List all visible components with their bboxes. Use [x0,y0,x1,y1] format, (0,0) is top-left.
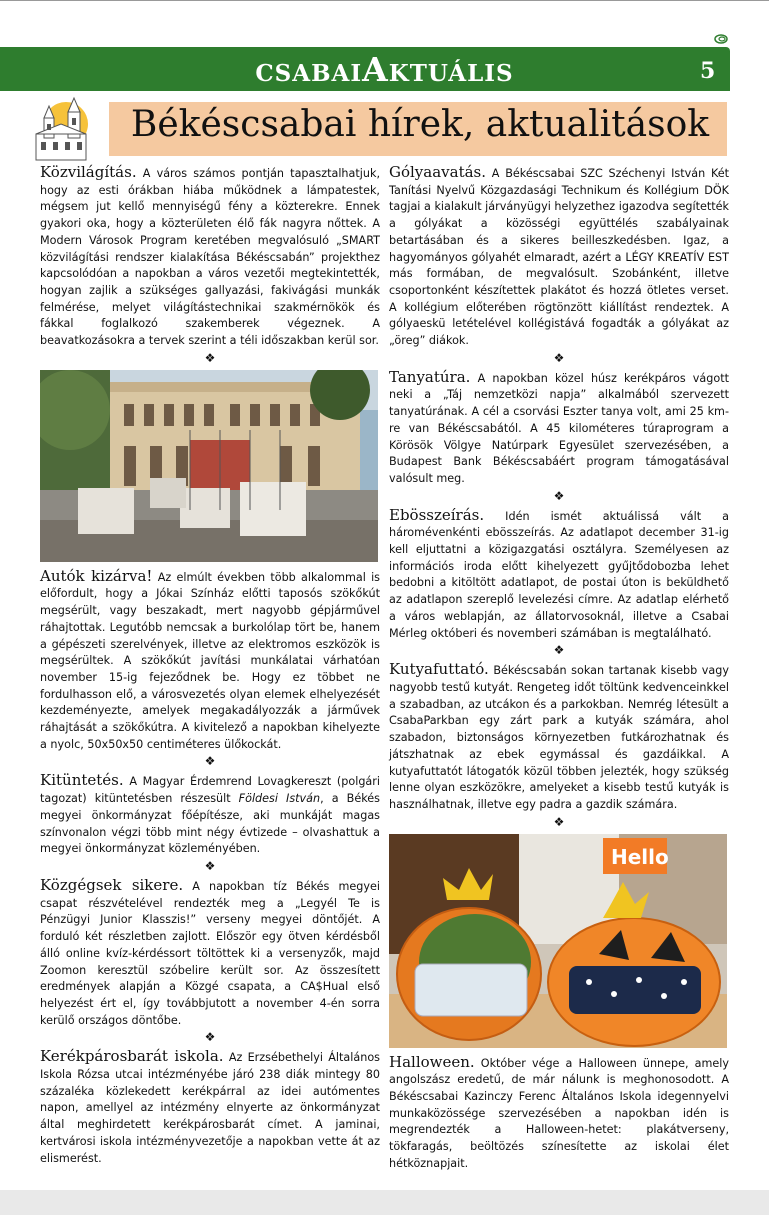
article-heading: Tanyatúra. [389,367,471,386]
page-number: 5 [700,58,716,84]
ornament-divider: ❖ [553,488,565,503]
article-body: A város számos pontján tapasztalhatjuk, hogy az esti órákban hiába működnek a lámpatestek, mégsem jut kellő mennyiségű fény a közterekre. Ennek gyakori oka, hogy a közterületen élő fák nagyra nőttek. A Modern Városok Program keretében megvalósuló „SMART közvilágítási rendszer kialakítása Békéscsabán” projekthez kapcsolódóan a napokban a város vezetői megtekintették, hogyan zajlik a szükséges gallyazási, fakivágási munkák felmérése, melyet világítástechnikai szakmérnökök és fákkal foglalkozó szakemberek végeznek. A beavatkozásokra a tervek szerint a téli időszakban kerül sor. [40,167,380,348]
article-autok-kizarva [40,568,380,754]
ornament-divider: ❖ [204,350,216,365]
article-heading: Kitüntetés. [40,771,124,790]
ornament-divider: ❖ [204,754,216,769]
article-heading: Kerékpárosbarát iskola. [40,1047,224,1066]
halloween-pumpkins-photo [389,834,727,1048]
article-body: Az Erzsébethelyi Általános Iskola Rózsa utcai intézményébe járó 238 diák mintegy 80 százaléka közlekedett kerékpárral az idei autómentes napon, amellyel az intézmény elnyerte az önkormányzat által meghirdetett kerékpárosbarát címet. A jaminai, kertvárosi iskola intézményvezetője a napokban vette át az elismerést. [40,1051,381,1165]
article-body: Az elmúlt években több alkalommal is előfordult, hogy a Jókai Színház előtti taposós szökőkút megsérült, vagy beszakadt, mert nagyobb gépjárművel ráhajtottak. Legutóbb nemcsak a burkolólap tört be, hanem a gépészeti szerelvények, illetve az elektromos eszközök is megsérültek. A szökőkút javítási munkálatai várhatóan november 15-ig fejeződnek be. Hogy ez többet ne fordulhasson elő, a városvezetés olyan elemek elhelyezését kezdeményezte, amelyek megakadályozzák a járművek ráhajtását a szökőkútra. A kivitelező a napokban kihelyezte a nyolc, 50x50x50 centiméteres ülőkockát. [40,570,381,751]
left-column [40,164,380,1167]
article-ebosszeiras [389,507,729,643]
ornament-divider: ❖ [553,643,565,658]
article-tanyatura [389,369,729,488]
article-heading: Halloween. [389,1052,475,1071]
article-heading: Kutyafuttató. [389,660,489,679]
page-title: Békéscsabai hírek, aktualitások [130,104,710,145]
article-body: A Magyar Érdemrend Lovagkereszt (polgári tagozat) kitüntetésben részesült [40,775,380,806]
article-kozvilagitas [40,164,380,350]
article-body: A napokban közel húsz kerékpáros vágott neki a „Táj nemzetközi napja” alkalmából szervezett tanyatúrának. A cél a csorvási Eszter tanya volt, ami 25 km-re van Békéscsabától. A 45 kilométeres túraprogram a Körösök Völgye Natúrpark Egyesület szervezésében, a Budapest Bank Békéscsabáért program támogatásával valósult meg. [389,371,729,485]
ornament-divider: ❖ [553,814,565,829]
article-golyaavatas [389,164,729,350]
brand-rest: KTUÁLIS [388,60,514,87]
article-body: Békéscsabán sokan tartanak kisebb vagy nagyobb testű kutyát. Rengeteg időt töltünk kedvenceinkkel a szabadban, az utcákon és a parkokban. Nemrég létesült a CsabaParkban egy zárt park a kutyák számára, ahol szabadon, biztonságos környezetben futkározhatnak és játszhatnak az ebek egymással és gazdáikkal. A kutyafuttatót látogatók közül többen jelezték, hogy szükség lenne olyan eszközökre, amelyeket a kisebb testű kutyák is használhatnak, illetve egy padra a gazdik számára. [389,664,729,811]
ornament-divider: ❖ [204,1030,216,1045]
article-kozgesek-sikere [40,877,380,1029]
article-heading: Ebösszeírás. [389,505,485,524]
article-body: Idén ismét aktuálissá vált a háromévenkénti ebösszeírás. Az adatlapot december 31-ig kell eljuttatni a közigazgatási osztályra. Személyesen az információs iroda előtt kihelyezett gyűjtődobozba lehet bedobni a kitöltött adatlapot, de postai úton is beküldhető az adatlapon szereplő levelezési címre. Az adatlap elérhető a város weblapján, az állatorvosoknál, illetve a Csabai Mérleg októberi és novemberi számában is megtalálható. [389,509,729,640]
article-heading: Közgégsek sikere. [40,875,184,894]
article-kituntetes [40,772,380,858]
ornament-divider: ❖ [553,350,565,365]
right-column [389,164,729,1173]
article-heading: Közvilágítás. [40,163,137,181]
honoree-name: Földesi István [238,792,321,806]
ornament-divider: ❖ [204,858,216,873]
magazine-title [0,50,769,89]
article-body: A Békéscsabai SZC Széchenyi István Két Tanítási Nyelvű Közgazdasági Technikum és Kollégium DÖK tagjai a kialakult járványügyi helyzethez igazodva segítették a gólyákat a közösségi együttélés szabályainak betartásában és a sikeres beilleszkedésben. Igaz, a hagyományos gólyahét elmaradt, azért a LÉGY KREATÍV EST más formában, de megvalósult. Szobánként, illetve csoportonként készítettek plakátot és hozzá ötletes verset. A kollégium előterében rögtönzött kiállítást rendeztek. A gólyaeskü letételével kollégistává fogadták a gólyákat az „öreg” diákok. [389,167,729,348]
theatre-fountain-photo [40,370,378,562]
swirl-ornament-icon [714,34,728,44]
article-body-cont: , a Békés megyei önkormányzat főépítésze, aki munkáját magas színvonalon végzi több mint négy évtizede – olvashattuk a megyei önkormányzat közleményében. [40,792,380,856]
article-halloween [389,1054,729,1173]
hello-sign-text: Hello [611,844,669,869]
brand-first-word: CSABAI [255,60,363,87]
top-rule [0,0,769,1]
article-heading: Gólyaavatás. [389,163,487,181]
article-kerekparosbarat-iskola [40,1048,380,1167]
article-body: A napokban tíz Békés megyei csapat részvételével rendezték meg a „Legyél Te is Pénzügyi Junior Klasszis!” verseny megyei döntőjét. A forduló két részletben zajlott. Először egy ötven kérdésből álló online kvíz-kérdéssort töltöttek ki a versenyzők, majd Zoomon keresztül szóbelire került sor. Az összesített eredmények alapján a Közgé csapata, a CA$Hual első helyezést ért el, így továbbjutott a november 4-én sorra kerülő országos döntőbe. [40,879,380,1027]
article-kutyafuttato [389,661,729,813]
article-heading: Autók kizárva! [40,566,153,585]
church-logo-icon [24,96,102,162]
article-body: Október vége a Halloween ünnepe, amely angolszász eredetű, de már nálunk is meghonosodott. A Békéscsabai Kazinczy Ferenc Általános Iskola idegennyelvi munkaközössége szervezésében a napokban idén is megrendezték a Halloween-hetet: plakátverseny, tökfaragás, beöltözés színesítette az iskolai élet hétköznapjait. [389,1056,730,1170]
brand-big-letter: A [362,50,389,89]
